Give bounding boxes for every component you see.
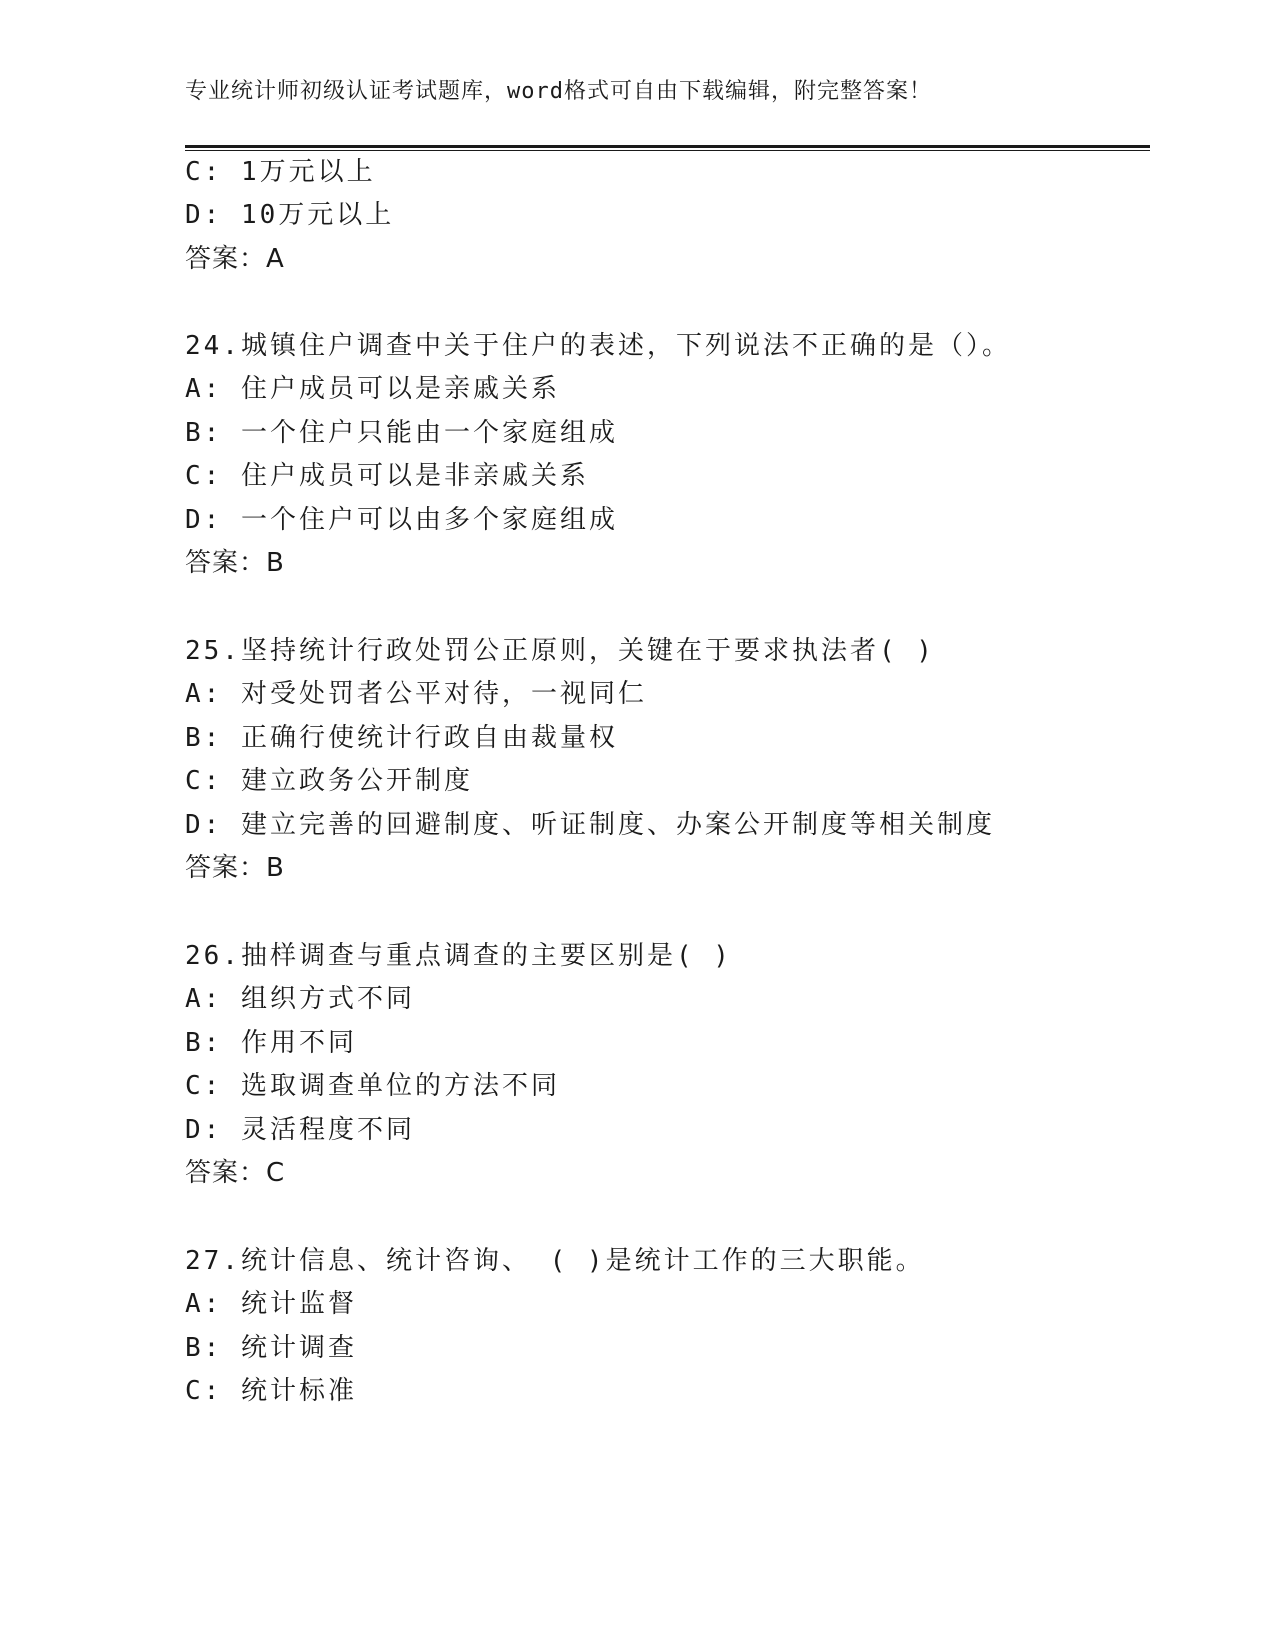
page-header: 专业统计师初级认证考试题库，word格式可自由下载编辑，附完整答案！ xyxy=(185,79,932,104)
q25-answer: 答案：B xyxy=(185,853,285,883)
prev-option-d: D: 10万元以上 xyxy=(185,200,395,230)
q25-question: 25.坚持统计行政处罚公正原则，关键在于要求执法者( ) xyxy=(185,636,935,666)
q24-option-a: A: 住户成员可以是亲戚关系 xyxy=(185,374,560,404)
header-divider-thin xyxy=(185,150,1150,151)
prev-option-c: C: 1万元以上 xyxy=(185,157,376,187)
q27-option-a: A: 统计监督 xyxy=(185,1289,357,1319)
q27-option-b: B: 统计调查 xyxy=(185,1333,357,1363)
q27-question: 27.统计信息、统计咨询、 ( )是统计工作的三大职能。 xyxy=(185,1246,925,1276)
q26-answer: 答案：C xyxy=(185,1158,286,1188)
q26-option-b: B: 作用不同 xyxy=(185,1028,357,1058)
q24-option-c: C: 住户成员可以是非亲戚关系 xyxy=(185,461,589,491)
q26-question: 26.抽样调查与重点调查的主要区别是( ) xyxy=(185,941,732,971)
q25-option-b: B: 正确行使统计行政自由裁量权 xyxy=(185,723,618,753)
q25-option-a: A: 对受处罚者公平对待，一视同仁 xyxy=(185,679,647,709)
prev-answer: 答案：A xyxy=(185,244,285,274)
q24-option-b: B: 一个住户只能由一个家庭组成 xyxy=(185,418,618,448)
q26-option-c: C: 选取调查单位的方法不同 xyxy=(185,1071,560,1101)
q25-option-c: C: 建立政务公开制度 xyxy=(185,766,473,796)
q27-option-c: C: 统计标准 xyxy=(185,1376,357,1406)
q24-answer: 答案：B xyxy=(185,548,285,578)
q24-question: 24.城镇住户调查中关于住户的表述，下列说法不正确的是（）。 xyxy=(185,331,1011,361)
q26-option-a: A: 组织方式不同 xyxy=(185,984,415,1014)
q26-option-d: D: 灵活程度不同 xyxy=(185,1115,415,1145)
q24-option-d: D: 一个住户可以由多个家庭组成 xyxy=(185,505,618,535)
header-divider xyxy=(185,145,1150,148)
q25-option-d: D: 建立完善的回避制度、听证制度、办案公开制度等相关制度 xyxy=(185,810,995,840)
